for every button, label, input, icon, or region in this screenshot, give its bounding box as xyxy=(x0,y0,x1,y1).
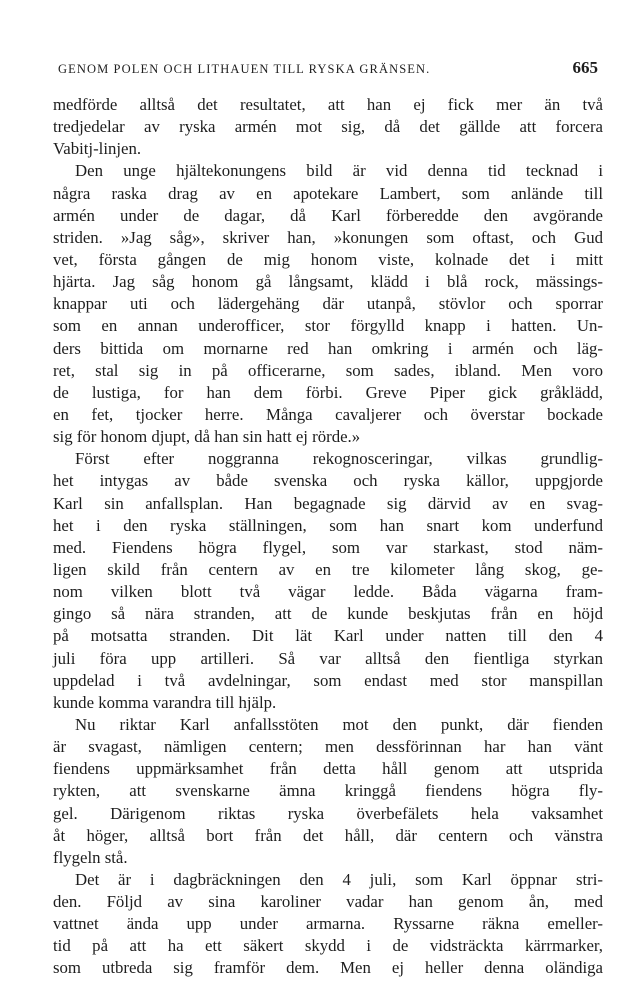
text-line: som utbreda sig framför dem. Men ej heller denna oländiga xyxy=(53,958,603,978)
text-line: vet, första gången de mig honom viste, kolnade det i mitt xyxy=(53,249,603,269)
text-line: vattnet ända upp under armarna. Ryssarne räkna emeller- xyxy=(53,914,603,934)
text-line: fiendens uppmärksamhet från detta håll genom att utsprida xyxy=(53,759,603,779)
running-title: GENOM POLEN OCH LITHAUEN TILL RYSKA GRÄNSEN. xyxy=(58,62,431,76)
text-line: armén under de dagar, då Karl förberedde den avgörande xyxy=(53,205,603,225)
text-line: uppdelad i två avdelningar, som endast med stor manspillan xyxy=(53,670,603,690)
text-line: hjärta. Jag såg honom gå långsamt, klädd i blå rock, mässings- xyxy=(53,272,603,292)
text-line: på motsatta stranden. Dit lät Karl under natten till den 4 xyxy=(53,626,603,646)
text-line: några raska drag av en apotekare Lambert, som anlände till xyxy=(53,183,603,203)
text-line: en fet, tjocker herre. Många cavaljerer och överstar bockade xyxy=(53,404,603,424)
text-line: medförde alltså det resultatet, att han ej fick mer än två xyxy=(53,95,603,114)
text-line: het intygas av både svenska och ryska källor, uppgjorde xyxy=(53,471,603,491)
text-line: tredjedelar av ryska armén mot sig, då det gällde att forcera xyxy=(53,117,603,137)
text-line: gingo så nära stranden, att de kunde beskjutas från en höjd xyxy=(53,604,603,624)
text-line: Det är i dagbräckningen den 4 juli, som Karl öppnar stri- xyxy=(75,869,603,889)
text-line: kunde komma varandra till hjälp. xyxy=(53,692,277,712)
text-line: Nu riktar Karl anfallsstöten mot den punkt, där fienden xyxy=(75,714,603,734)
text-line: striden. »Jag såg», skriver han, »konungen som oftast, och Gud xyxy=(53,227,603,247)
text-line: ret, stal sig in på officerarne, som sades, ibland. Men voro xyxy=(53,360,603,380)
text-line: de lustiga, for han dem förbi. Greve Piper gick gråklädd, xyxy=(53,382,603,402)
text-line: Vabitj-linjen. xyxy=(53,139,142,159)
text-line: flygeln stå. xyxy=(53,847,128,867)
text-line: juli föra upp artilleri. Så var alltså den fientliga styrkan xyxy=(53,648,603,668)
text-line: het i den ryska ställningen, som han snart kom underfund xyxy=(53,515,603,535)
text-line: gel. Därigenom riktas ryska överbefälets hela vaksamhet xyxy=(53,803,603,823)
text-line: nom vilken blott två vägar ledde. Båda vägarna fram- xyxy=(53,582,603,602)
body-text xyxy=(53,94,603,980)
text-line: tid på att ha ett säkert skydd i de vidsträckta kärrmarker, xyxy=(53,936,603,956)
text-line: ders bittida om mornarne red han omkring i armén och läg- xyxy=(53,338,603,358)
text-line: Den unge hjältekonungens bild är vid denna tid tecknad i xyxy=(75,161,603,181)
text-line: knappar uti och lädergehäng där utanpå, stövlor och sporrar xyxy=(53,294,603,314)
text-line: rykten, att svenskarne ämna kringgå fiendens högra fly- xyxy=(53,781,603,801)
text-line: Karl sin anfallsplan. Han begagnade sig därvid av en svag- xyxy=(53,493,603,513)
text-line: ligen skild från centern av en tre kilometer lång skog, ge- xyxy=(53,559,603,579)
running-head xyxy=(58,50,598,90)
text-line: sig för honom djupt, då han sin hatt ej rörde.» xyxy=(53,427,361,447)
page-number: 665 xyxy=(572,58,598,77)
text-line: med. Fiendens högra flygel, som var starkast, stod näm- xyxy=(53,537,603,557)
text-line: som en annan underofficer, stor förgylld knapp i hatten. Un- xyxy=(53,316,603,336)
text-line: åt höger, alltså bort från det håll, där centern och vänstra xyxy=(53,825,603,845)
text-line: den. Följd av sina karoliner vadar han genom ån, med xyxy=(53,892,603,912)
text-line: är svagast, nämligen centern; men dessförinnan har han vänt xyxy=(53,737,603,757)
text-line: Först efter noggranna rekognosceringar, vilkas grundlig- xyxy=(75,449,603,469)
